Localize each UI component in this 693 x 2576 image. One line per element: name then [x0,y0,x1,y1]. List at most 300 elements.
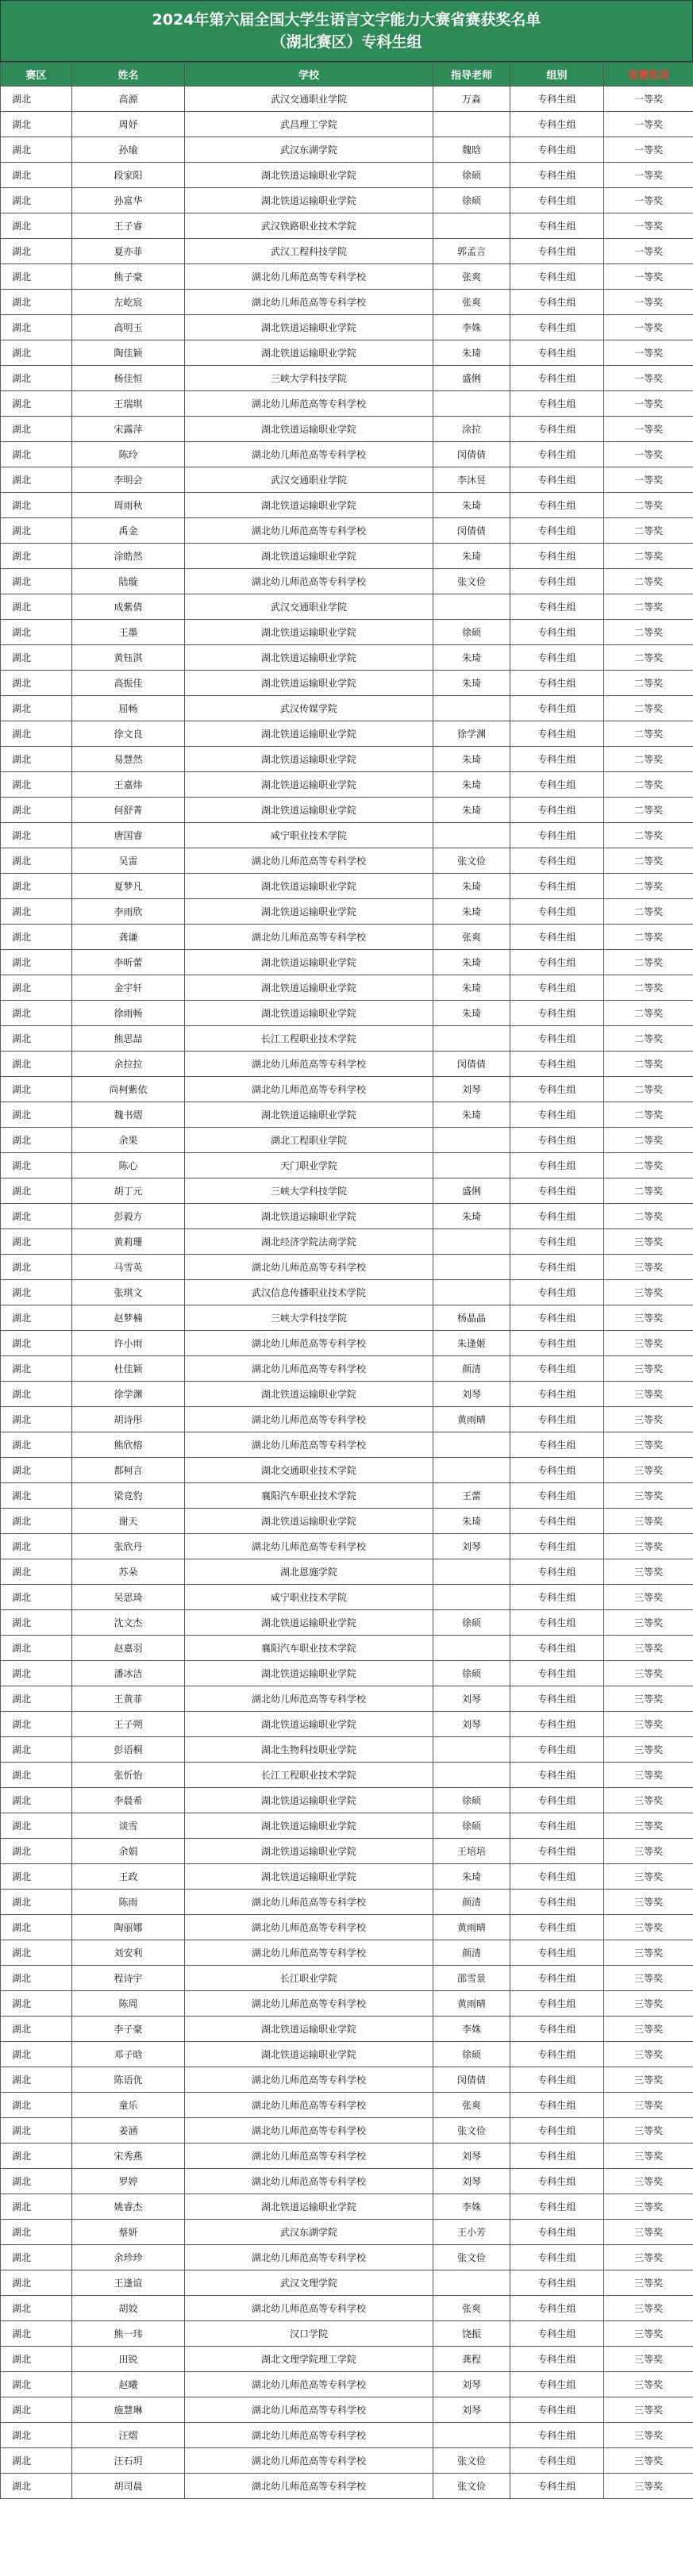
award-cell: 三等奖 [604,1229,693,1255]
award-cell: 一等奖 [604,366,693,391]
school-cell: 湖北幼儿师范高等专科学校 [185,1432,433,1458]
school-cell: 湖北铁道运输职业学院 [185,163,433,188]
name-cell: 陶佳颖 [72,340,185,366]
advisor-cell [433,696,510,721]
award-cell: 三等奖 [604,1509,693,1534]
school-cell: 湖北幼儿师范高等专科学校 [185,2474,433,2499]
region-cell: 湖北 [1,1178,72,1204]
group-cell: 专科生组 [510,2067,604,2093]
advisor-cell: 黄雨晴 [433,1407,510,1432]
school-cell: 湖北幼儿师范高等专科学校 [185,2423,433,2448]
school-cell: 湖北幼儿师范高等专科学校 [185,442,433,467]
school-cell: 襄阳汽车职业技术学院 [185,1636,433,1661]
advisor-cell: 王培培 [433,1839,510,1864]
table-row [1,1788,693,1813]
region-cell: 湖北 [1,442,72,467]
region-cell: 湖北 [1,1382,72,1407]
table-row [1,2067,693,2093]
advisor-cell: 李姝 [433,315,510,340]
award-table [0,62,693,2499]
award-cell: 二等奖 [604,1052,693,1077]
advisor-cell: 朱琦 [433,1204,510,1229]
award-cell: 三等奖 [604,2296,693,2321]
group-cell: 专科生组 [510,1763,604,1788]
school-cell: 湖北幼儿师范高等专科学校 [185,1331,433,1356]
name-cell: 黄钰淇 [72,645,185,671]
award-cell: 二等奖 [604,1128,693,1153]
school-cell: 长江工程职业技术学院 [185,1026,433,1052]
advisor-cell: 涂拉 [433,417,510,442]
group-cell: 专科生组 [510,1534,604,1559]
name-cell: 陈周 [72,1991,185,2017]
region-cell: 湖北 [1,1001,72,1026]
name-cell: 高明玉 [72,315,185,340]
award-cell: 二等奖 [604,874,693,899]
group-cell: 专科生组 [510,823,604,848]
region-cell: 湖北 [1,2321,72,2347]
advisor-cell: 张文俭 [433,2245,510,2270]
school-cell: 湖北铁道运输职业学院 [185,2017,433,2042]
table-row [1,2270,693,2296]
award-cell: 三等奖 [604,1890,693,1915]
region-cell: 湖北 [1,1966,72,1991]
award-cell: 二等奖 [604,544,693,569]
award-cell: 三等奖 [604,1458,693,1483]
advisor-cell: 朱逢姬 [433,1331,510,1356]
table-row [1,163,693,188]
column-header-award: 省赛奖项 [604,63,693,87]
name-cell: 熊思喆 [72,1026,185,1052]
advisor-cell [433,1432,510,1458]
table-row [1,2321,693,2347]
table-row [1,1940,693,1966]
name-cell: 何舒菁 [72,798,185,823]
region-cell: 湖北 [1,1331,72,1356]
school-cell: 湖北幼儿师范高等专科学校 [185,2397,433,2423]
group-cell: 专科生组 [510,1864,604,1890]
group-cell: 专科生组 [510,1940,604,1966]
region-cell: 湖北 [1,391,72,417]
region-cell: 湖北 [1,1153,72,1178]
award-cell: 二等奖 [604,772,693,798]
school-cell: 湖北铁道运输职业学院 [185,874,433,899]
table-row [1,1331,693,1356]
group-cell: 专科生组 [510,2448,604,2474]
name-cell: 谈雪 [72,1813,185,1839]
table-row [1,1712,693,1737]
table-row [1,315,693,340]
award-cell: 三等奖 [604,1432,693,1458]
group-cell: 专科生组 [510,417,604,442]
name-cell: 宋露萍 [72,417,185,442]
name-cell: 张欣丹 [72,1534,185,1559]
name-cell: 姚睿杰 [72,2194,185,2220]
region-cell: 湖北 [1,1026,72,1052]
award-cell: 二等奖 [604,798,693,823]
group-cell: 专科生组 [510,518,604,544]
group-cell: 专科生组 [510,645,604,671]
table-row [1,366,693,391]
award-cell: 二等奖 [604,1102,693,1128]
group-cell: 专科生组 [510,620,604,645]
region-cell: 湖北 [1,1661,72,1686]
table-row [1,1077,693,1102]
award-cell: 一等奖 [604,163,693,188]
advisor-cell [433,1585,510,1610]
award-cell: 二等奖 [604,975,693,1001]
name-cell: 高振佳 [72,671,185,696]
region-cell: 湖北 [1,1610,72,1636]
name-cell: 吴雷 [72,848,185,874]
name-cell: 王瑞琪 [72,391,185,417]
name-cell: 王嘉炜 [72,772,185,798]
school-cell: 湖北交通职业技术学院 [185,1458,433,1483]
region-cell: 湖北 [1,1991,72,2017]
award-cell: 三等奖 [604,2448,693,2474]
advisor-cell: 颜清 [433,1940,510,1966]
name-cell: 田锐 [72,2347,185,2372]
group-cell: 专科生组 [510,264,604,290]
school-cell: 湖北铁道运输职业学院 [185,620,433,645]
name-cell: 唐国睿 [72,823,185,848]
advisor-cell: 徐硕 [433,1813,510,1839]
group-cell: 专科生组 [510,1559,604,1585]
region-cell: 湖北 [1,1128,72,1153]
advisor-cell: 刘琴 [433,1686,510,1712]
school-cell: 湖北恩施学院 [185,1559,433,1585]
advisor-cell: 徐硕 [433,620,510,645]
region-cell: 湖北 [1,594,72,620]
group-cell: 专科生组 [510,1636,604,1661]
school-cell: 湖北铁道运输职业学院 [185,899,433,925]
school-cell: 湖北铁道运输职业学院 [185,1813,433,1839]
school-cell: 湖北幼儿师范高等专科学校 [185,1255,433,1280]
school-cell: 湖北铁道运输职业学院 [185,315,433,340]
award-cell: 一等奖 [604,442,693,467]
award-cell: 一等奖 [604,137,693,163]
group-cell: 专科生组 [510,290,604,315]
award-cell: 三等奖 [604,2474,693,2499]
advisor-cell [433,213,510,239]
table-row [1,1890,693,1915]
advisor-cell: 张文俭 [433,848,510,874]
table-row [1,2042,693,2067]
table-row [1,1001,693,1026]
award-cell: 三等奖 [604,1255,693,1280]
award-cell: 三等奖 [604,1483,693,1509]
region-cell: 湖北 [1,721,72,747]
award-cell: 三等奖 [604,1864,693,1890]
school-cell: 湖北铁道运输职业学院 [185,1001,433,1026]
table-row [1,1483,693,1509]
region-cell: 湖北 [1,137,72,163]
award-cell: 一等奖 [604,467,693,493]
school-cell: 湖北铁道运输职业学院 [185,1509,433,1534]
school-cell: 湖北铁道运输职业学院 [185,975,433,1001]
school-cell: 湖北幼儿师范高等专科学校 [185,2143,433,2169]
name-cell: 刘安利 [72,1940,185,1966]
advisor-cell: 闵倩倩 [433,518,510,544]
table-row [1,1559,693,1585]
school-cell: 汉口学院 [185,2321,433,2347]
table-row [1,1509,693,1534]
name-cell: 熊一玮 [72,2321,185,2347]
group-cell: 专科生组 [510,2347,604,2372]
school-cell: 湖北幼儿师范高等专科学校 [185,1686,433,1712]
group-cell: 专科生组 [510,1280,604,1305]
award-cell: 三等奖 [604,2321,693,2347]
table-row [1,2474,693,2499]
table-row [1,747,693,772]
group-cell: 专科生组 [510,340,604,366]
school-cell: 湖北幼儿师范高等专科学校 [185,1915,433,1940]
name-cell: 龚谦 [72,925,185,950]
region-cell: 湖北 [1,2194,72,2220]
school-cell: 武汉信息传播职业技术学院 [185,1280,433,1305]
table-row [1,1864,693,1890]
table-row [1,264,693,290]
award-cell: 二等奖 [604,671,693,696]
award-cell: 二等奖 [604,721,693,747]
award-cell: 二等奖 [604,950,693,975]
table-row [1,290,693,315]
advisor-cell: 龚程 [433,2347,510,2372]
award-cell: 三等奖 [604,2245,693,2270]
region-cell: 湖北 [1,925,72,950]
region-cell: 湖北 [1,290,72,315]
table-row [1,1280,693,1305]
region-cell: 湖北 [1,2042,72,2067]
advisor-cell: 张爽 [433,2296,510,2321]
school-cell: 湖北铁道运输职业学院 [185,747,433,772]
name-cell: 成紫倩 [72,594,185,620]
group-cell: 专科生组 [510,1331,604,1356]
region-cell: 湖北 [1,1737,72,1763]
school-cell: 湖北幼儿师范高等专科学校 [185,2118,433,2143]
school-cell: 湖北铁道运输职业学院 [185,1102,433,1128]
award-cell: 三等奖 [604,2220,693,2245]
name-cell: 张琪文 [72,1280,185,1305]
table-row [1,1991,693,2017]
school-cell: 湖北幼儿师范高等专科学校 [185,1991,433,2017]
award-cell: 三等奖 [604,1940,693,1966]
table-row [1,137,693,163]
group-cell: 专科生组 [510,1178,604,1204]
region-cell: 湖北 [1,2143,72,2169]
school-cell: 咸宁职业技术学院 [185,823,433,848]
advisor-cell: 黄雨晴 [433,1991,510,2017]
advisor-cell: 朱琦 [433,772,510,798]
advisor-cell: 魏晗 [433,137,510,163]
school-cell: 湖北幼儿师范高等专科学校 [185,1890,433,1915]
name-cell: 王墨 [72,620,185,645]
group-cell: 专科生组 [510,2245,604,2270]
school-cell: 湖北工程职业学院 [185,1128,433,1153]
table-row [1,467,693,493]
header-row [1,63,693,87]
table-row [1,1534,693,1559]
award-cell: 三等奖 [604,1331,693,1356]
name-cell: 陈雨 [72,1890,185,1915]
name-cell: 谢天 [72,1509,185,1534]
award-cell: 三等奖 [604,2143,693,2169]
group-cell: 专科生组 [510,213,604,239]
region-cell: 湖北 [1,163,72,188]
advisor-cell: 杨晶晶 [433,1305,510,1331]
award-cell: 三等奖 [604,1661,693,1686]
name-cell: 徐雨畅 [72,1001,185,1026]
group-cell: 专科生组 [510,2296,604,2321]
region-cell: 湖北 [1,315,72,340]
region-cell: 湖北 [1,1204,72,1229]
group-cell: 专科生组 [510,925,604,950]
school-cell: 湖北幼儿师范高等专科学校 [185,2372,433,2397]
group-cell: 专科生组 [510,1102,604,1128]
table-row [1,2220,693,2245]
group-cell: 专科生组 [510,772,604,798]
name-cell: 熊欣榕 [72,1432,185,1458]
group-cell: 专科生组 [510,1610,604,1636]
group-cell: 专科生组 [510,1255,604,1280]
award-cell: 三等奖 [604,2118,693,2143]
table-row [1,417,693,442]
award-cell: 三等奖 [604,1763,693,1788]
school-cell: 湖北幼儿师范高等专科学校 [185,518,433,544]
group-cell: 专科生组 [510,2017,604,2042]
region-cell: 湖北 [1,1509,72,1534]
region-cell: 湖北 [1,1712,72,1737]
title-block [0,0,693,62]
advisor-cell: 徐硕 [433,163,510,188]
group-cell: 专科生组 [510,1001,604,1026]
group-cell: 专科生组 [510,1813,604,1839]
advisor-cell [433,1737,510,1763]
advisor-cell [433,2423,510,2448]
group-cell: 专科生组 [510,1483,604,1509]
name-cell: 胡丁元 [72,1178,185,1204]
advisor-cell: 徐学渊 [433,721,510,747]
group-cell: 专科生组 [510,1128,604,1153]
advisor-cell: 张爽 [433,290,510,315]
advisor-cell: 朱琦 [433,671,510,696]
group-cell: 专科生组 [510,696,604,721]
group-cell: 专科生组 [510,848,604,874]
region-cell: 湖北 [1,1407,72,1432]
table-row [1,874,693,899]
region-cell: 湖北 [1,1305,72,1331]
award-cell: 一等奖 [604,340,693,366]
table-row [1,2169,693,2194]
region-cell: 湖北 [1,1229,72,1255]
award-cell: 一等奖 [604,213,693,239]
group-cell: 专科生组 [510,391,604,417]
name-cell: 彭毅方 [72,1204,185,1229]
award-cell: 一等奖 [604,239,693,264]
table-row [1,213,693,239]
region-cell: 湖北 [1,2397,72,2423]
region-cell: 湖北 [1,1280,72,1305]
group-cell: 专科生组 [510,1890,604,1915]
advisor-cell: 徐硕 [433,1661,510,1686]
group-cell: 专科生组 [510,950,604,975]
name-cell: 汪熠 [72,2423,185,2448]
name-cell: 陈玲 [72,442,185,467]
school-cell: 湖北铁道运输职业学院 [185,1864,433,1890]
name-cell: 徐学渊 [72,1382,185,1407]
school-cell: 湖北经济学院法商学院 [185,1229,433,1255]
award-cell: 三等奖 [604,2194,693,2220]
name-cell: 段家阳 [72,163,185,188]
award-cell: 二等奖 [604,518,693,544]
award-cell: 二等奖 [604,1204,693,1229]
award-cell: 二等奖 [604,493,693,518]
name-cell: 高源 [72,87,185,112]
region-cell: 湖北 [1,112,72,137]
award-cell: 三等奖 [604,1636,693,1661]
group-cell: 专科生组 [510,112,604,137]
award-cell: 二等奖 [604,848,693,874]
award-cell: 三等奖 [604,2372,693,2397]
table-row [1,899,693,925]
table-row [1,188,693,213]
group-cell: 专科生组 [510,366,604,391]
name-cell: 左屹宸 [72,290,185,315]
advisor-cell: 万淼 [433,87,510,112]
group-cell: 专科生组 [510,2423,604,2448]
group-cell: 专科生组 [510,1966,604,1991]
region-cell: 湖北 [1,1763,72,1788]
table-row [1,1305,693,1331]
table-row [1,569,693,594]
school-cell: 湖北幼儿师范高等专科学校 [185,1407,433,1432]
table-row [1,2423,693,2448]
name-cell: 金宇轩 [72,975,185,1001]
school-cell: 湖北幼儿师范高等专科学校 [185,1534,433,1559]
group-cell: 专科生组 [510,1026,604,1052]
name-cell: 陈语优 [72,2067,185,2093]
name-cell: 马雪英 [72,1255,185,1280]
school-cell: 湖北铁道运输职业学院 [185,417,433,442]
table-row [1,2296,693,2321]
table-row [1,2372,693,2397]
award-cell: 二等奖 [604,925,693,950]
name-cell: 涂皓然 [72,544,185,569]
table-row [1,2245,693,2270]
name-cell: 孙富华 [72,188,185,213]
advisor-cell [433,1458,510,1483]
region-cell: 湖北 [1,2347,72,2372]
school-cell: 武汉交通职业学院 [185,594,433,620]
advisor-cell [433,1128,510,1153]
table-row [1,721,693,747]
award-cell: 二等奖 [604,1026,693,1052]
award-cell: 二等奖 [604,899,693,925]
advisor-cell [433,1280,510,1305]
advisor-cell: 王蕾 [433,1483,510,1509]
table-row [1,823,693,848]
school-cell: 三峡大学科技学院 [185,1305,433,1331]
group-cell: 专科生组 [510,188,604,213]
region-cell: 湖北 [1,874,72,899]
name-cell: 赵梦楠 [72,1305,185,1331]
advisor-cell: 朱琦 [433,1001,510,1026]
advisor-cell [433,112,510,137]
table-row [1,239,693,264]
award-cell: 三等奖 [604,1686,693,1712]
region-cell: 湖北 [1,1788,72,1813]
award-cell: 三等奖 [604,1280,693,1305]
advisor-cell [433,823,510,848]
